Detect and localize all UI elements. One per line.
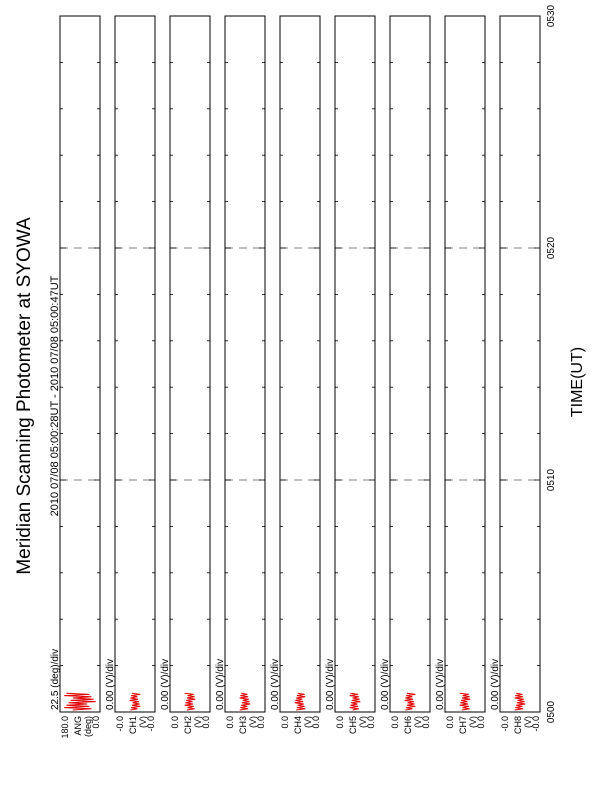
series-trace-ch3 [240,693,251,710]
panel-tick-top: 0.0 [170,716,180,729]
panel-unit: (deg) [83,716,93,738]
panel-name: CH1 [128,716,138,735]
panel-scale: 0.00 (V)/div [270,658,281,710]
panel-frame [280,16,320,712]
x-tick-label: 0520 [546,236,557,260]
chart-title: Meridian Scanning Photometer at SYOWA [14,217,35,575]
x-axis-label: TIME(UT) [569,346,586,418]
panel-scale: 0.00 (V)/div [490,658,501,710]
panel-ch4 [270,16,321,734]
x-tick-label: 0500 [546,700,557,724]
panel-ch5 [325,16,376,734]
panel-tick-bottom: 0.0 [476,716,486,729]
panel-unit: (V) [413,716,423,728]
panel-name: CH3 [238,716,248,735]
series-trace-ch5 [350,693,361,710]
panel-frame [390,16,430,712]
panel-ch6 [380,16,431,734]
panel-tick-bottom: 0.0 [201,716,211,729]
panel-name: CH7 [458,716,468,735]
panel-frame [335,16,375,712]
panel-tick-top: 0.0 [390,716,400,729]
panel-tick-top: -0.0 [500,716,510,732]
panel-tick-bottom: 0.0 [91,716,101,729]
panel-tick-top: 0.0 [445,716,455,729]
panel-unit: (V) [138,716,148,728]
series-trace-ch1 [130,693,141,710]
panel-name: CH8 [513,716,523,735]
series-trace-ch8 [515,693,526,710]
panel-ch2 [160,16,211,734]
series-trace-ch4 [295,693,306,710]
panel-ch1 [105,16,156,734]
panel-scale: 0.00 (V)/div [435,658,446,710]
x-tick-label: 0530 [546,4,557,28]
series-trace-ch7 [460,693,471,710]
panel-scale: 0.00 (V)/div [380,658,391,710]
panel-tick-bottom: -0.0 [146,716,156,732]
panel-tick-top: 0.0 [280,716,290,729]
panel-name: CH2 [183,716,193,735]
panel-frame [60,16,100,712]
panel-tick-bottom: 0.0 [366,716,376,729]
panel-tick-top: 180.0 [60,716,70,739]
panel-tick-bottom: -0.0 [531,716,541,732]
panel-unit: (V) [303,716,313,728]
panel-name: CH4 [293,716,303,735]
panel-tick-bottom: 0.0 [311,716,321,729]
panel-tick-top: -0.0 [115,716,125,732]
panel-scale: 22.5 (deg)/div [50,648,61,710]
series-trace-ch2 [185,693,196,710]
panel-name: CH5 [348,716,358,735]
panel-tick-top: 0.0 [225,716,235,729]
panel-unit: (V) [468,716,478,728]
panel-tick-bottom: 0.0 [421,716,431,729]
panel-group [50,4,557,738]
panel-ch7 [435,16,486,734]
panel-scale: 0.00 (V)/div [215,658,226,710]
panel-unit: (V) [248,716,258,728]
panel-name: ANG [73,716,83,736]
panel-frame [500,16,540,712]
panel-tick-top: 0.0 [335,716,345,729]
panel-unit: (V) [358,716,368,728]
series-trace-ch6 [405,693,416,710]
x-tick-label: 0510 [546,468,557,492]
series-trace-ang [64,693,96,710]
panel-unit: (V) [523,716,533,728]
panel-frame [225,16,265,712]
panel-scale: 0.00 (V)/div [160,658,171,710]
panel-ch3 [215,16,266,734]
panel-name: CH6 [403,716,413,735]
panel-frame [115,16,155,712]
panel-frame [170,16,210,712]
chart-subtitle: 2010 07/08 05:00:28UT - 2010 07/08 05:00:47UT [49,275,61,517]
panel-unit: (V) [193,716,203,728]
panel-tick-bottom: 0.0 [256,716,266,729]
panel-scale: 0.00 (V)/div [105,658,116,710]
panel-scale: 0.00 (V)/div [325,658,336,710]
panel-frame [445,16,485,712]
panel-ch8 [490,16,541,734]
